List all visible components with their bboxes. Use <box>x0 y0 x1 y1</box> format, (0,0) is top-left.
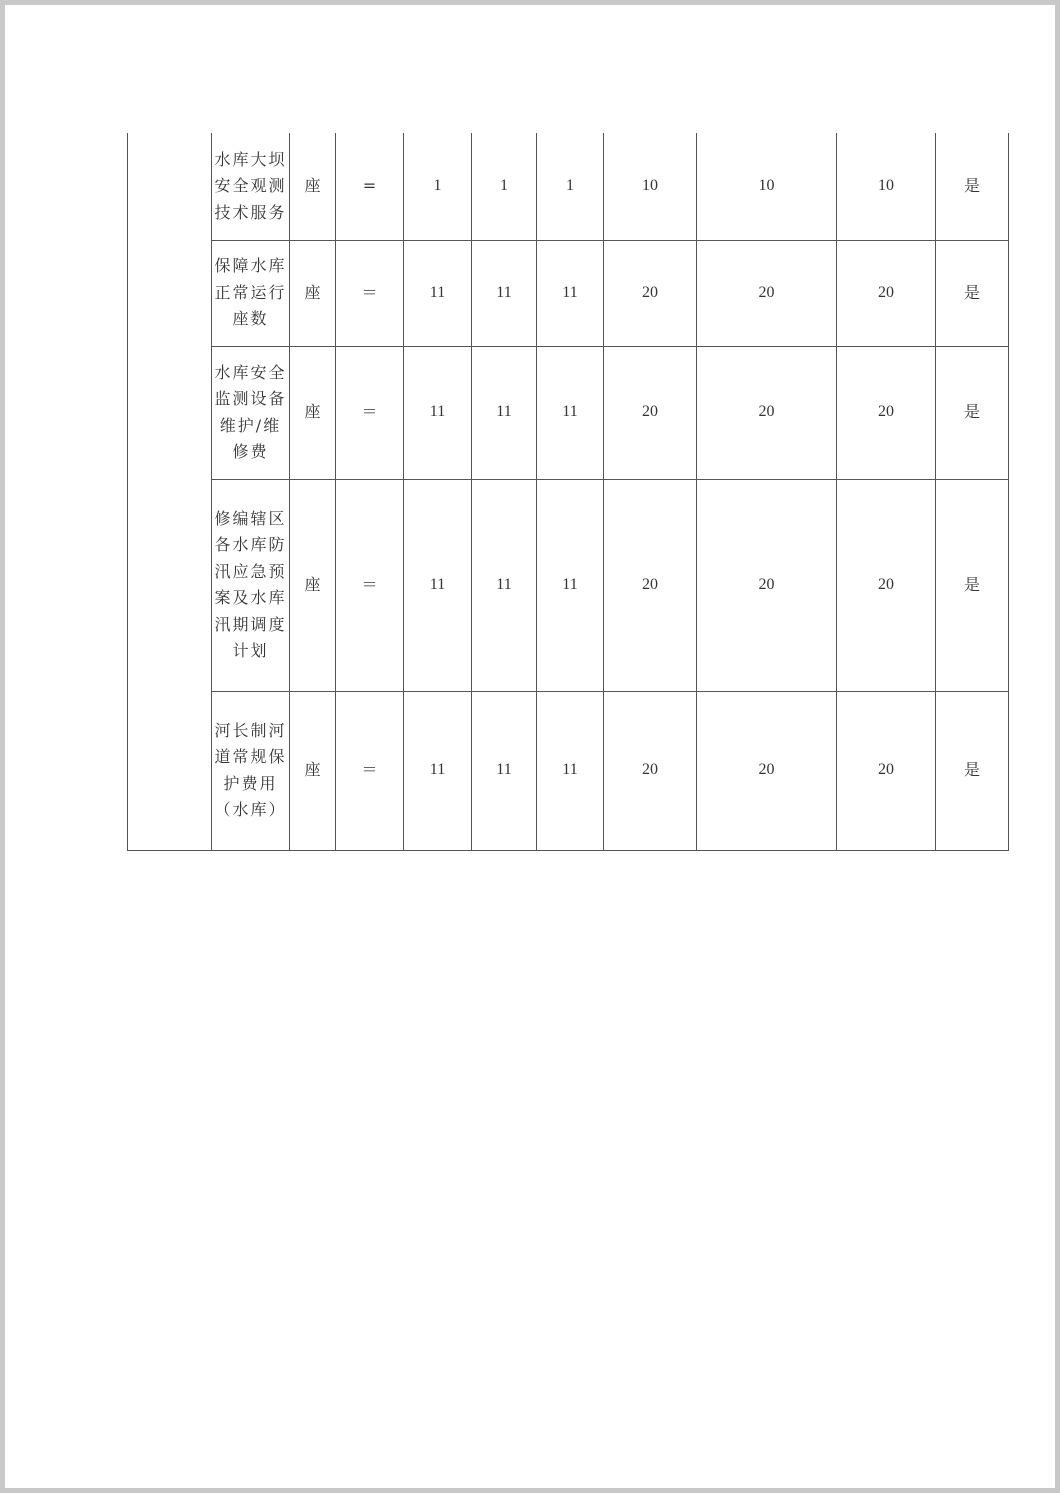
operator-cell: ＝ <box>336 691 404 850</box>
indicator-name: 水库安全监测设备维护/维修费 <box>212 346 290 479</box>
flag-cell: 是 <box>936 346 1009 479</box>
flag-cell: 是 <box>936 691 1009 850</box>
value-cell: 1 <box>404 133 472 240</box>
target-cell: 20 <box>604 691 697 850</box>
operator-cell: ＝ <box>336 240 404 346</box>
flag-cell: 是 <box>936 133 1009 240</box>
table-row <box>128 240 1009 346</box>
operator-cell: = <box>336 133 404 240</box>
document-page <box>5 5 1055 1488</box>
value-cell: 11 <box>472 346 537 479</box>
target-cell: 20 <box>697 240 837 346</box>
table-row <box>128 479 1009 691</box>
value-cell: 11 <box>537 691 604 850</box>
unit-cell: 座 <box>290 691 336 850</box>
flag-cell: 是 <box>936 479 1009 691</box>
value-cell: 1 <box>537 133 604 240</box>
value-cell: 11 <box>537 479 604 691</box>
indicator-name: 河长制河道常规保护费用（水库） <box>212 691 290 850</box>
value-cell: 11 <box>472 479 537 691</box>
operator-cell: ＝ <box>336 479 404 691</box>
value-cell: 11 <box>404 346 472 479</box>
indicator-name: 水库大坝安全观测技术服务 <box>212 133 290 240</box>
target-cell: 20 <box>837 479 936 691</box>
target-cell: 20 <box>604 240 697 346</box>
table-row <box>128 346 1009 479</box>
indicator-name: 保障水库正常运行座数 <box>212 240 290 346</box>
indicator-name: 修编辖区各水库防汛应急预案及水库汛期调度计划 <box>212 479 290 691</box>
value-cell: 11 <box>472 240 537 346</box>
target-cell: 20 <box>697 691 837 850</box>
target-cell: 20 <box>837 346 936 479</box>
value-cell: 11 <box>404 691 472 850</box>
table-row <box>128 691 1009 850</box>
value-cell: 11 <box>537 240 604 346</box>
operator-cell: ＝ <box>336 346 404 479</box>
value-cell: 11 <box>404 479 472 691</box>
value-cell: 1 <box>472 133 537 240</box>
target-cell: 20 <box>697 479 837 691</box>
value-cell: 11 <box>472 691 537 850</box>
merged-category-cell <box>128 133 212 850</box>
target-cell: 20 <box>837 691 936 850</box>
unit-cell: 座 <box>290 479 336 691</box>
unit-cell: 座 <box>290 133 336 240</box>
target-cell: 10 <box>604 133 697 240</box>
target-cell: 10 <box>697 133 837 240</box>
value-cell: 11 <box>404 240 472 346</box>
target-cell: 20 <box>697 346 837 479</box>
flag-cell: 是 <box>936 240 1009 346</box>
unit-cell: 座 <box>290 240 336 346</box>
target-cell: 20 <box>604 346 697 479</box>
table-row <box>128 133 1009 240</box>
unit-cell: 座 <box>290 346 336 479</box>
indicator-table <box>127 133 1009 851</box>
target-cell: 10 <box>837 133 936 240</box>
value-cell: 11 <box>537 346 604 479</box>
target-cell: 20 <box>837 240 936 346</box>
target-cell: 20 <box>604 479 697 691</box>
